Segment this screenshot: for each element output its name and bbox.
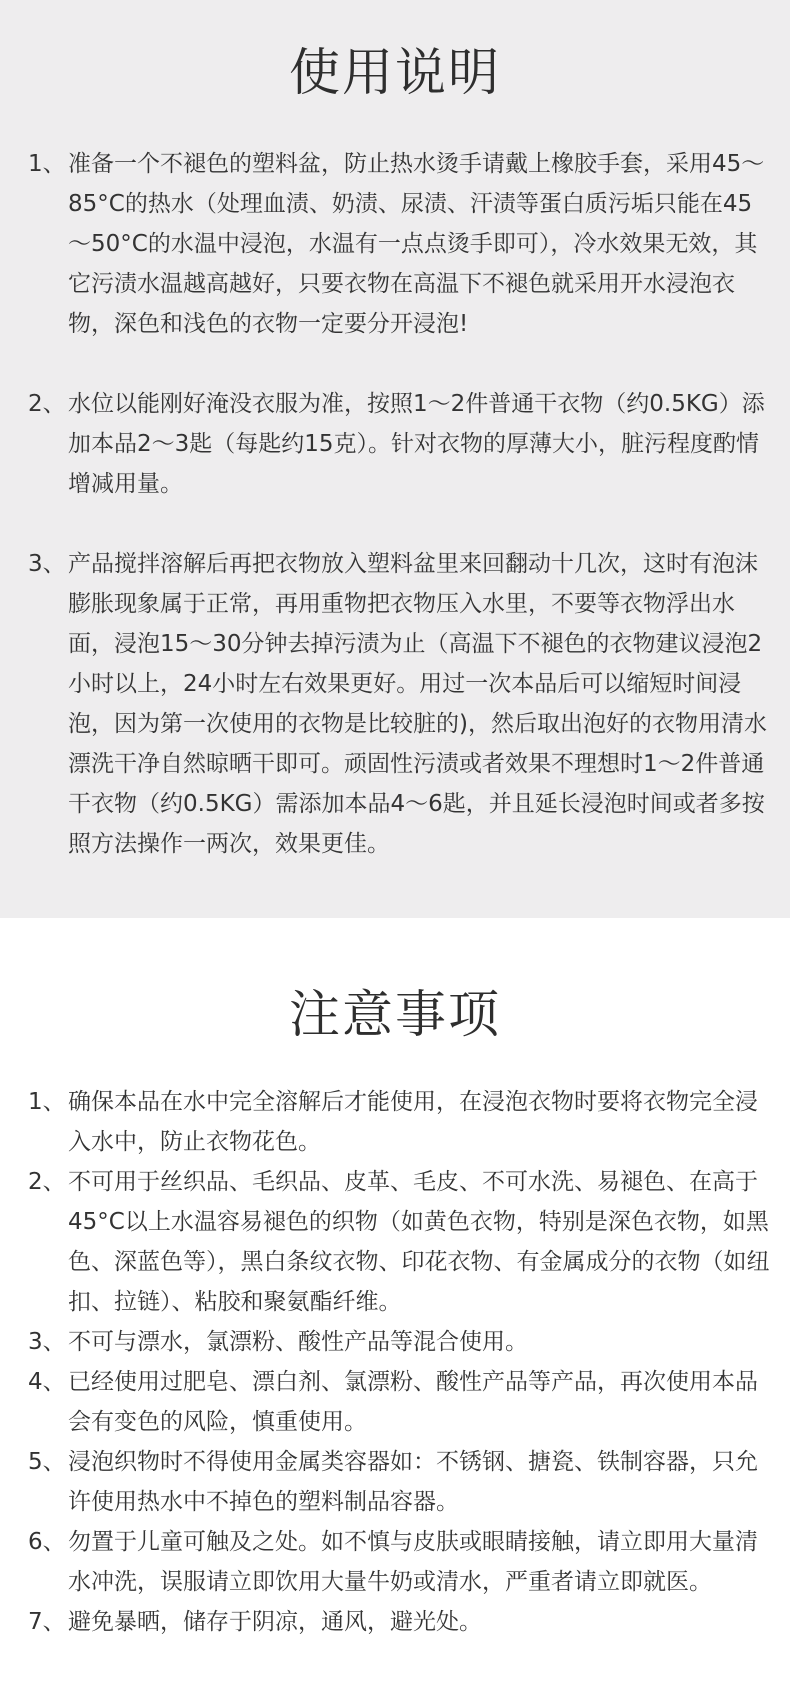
- precaution-item-number: 4、: [28, 1369, 66, 1395]
- precaution-item-5: [0, 1442, 790, 1522]
- precaution-item-1: [0, 1082, 790, 1162]
- usage-item-3: [0, 544, 790, 864]
- precaution-item-4: [0, 1362, 790, 1442]
- precaution-item-number: 2、: [28, 1169, 66, 1195]
- precaution-item-text: 已经使用过肥皂、漂白剂、氯漂粉、酸性产品等产品，再次使用本品会有变色的风险，慎重使用。: [68, 1369, 758, 1435]
- usage-item-1: [0, 144, 790, 344]
- precaution-item-text: 不可与漂水，氯漂粉、酸性产品等混合使用。: [68, 1329, 528, 1355]
- precaution-item-text: 确保本品在水中完全溶解后才能使用，在浸泡衣物时要将衣物完全浸入水中，防止衣物花色。: [68, 1089, 758, 1155]
- precaution-item-number: 5、: [28, 1449, 66, 1475]
- usage-title: 使用说明: [288, 44, 501, 103]
- precaution-item-3: [0, 1322, 790, 1362]
- precaution-item-number: 6、: [28, 1529, 66, 1555]
- precaution-item-number: 7、: [28, 1609, 66, 1635]
- precaution-item-text: 不可用于丝织品、毛织品、皮革、毛皮、不可水洗、易褪色、在高于45°C以上水温容易褪色的织物（如黄色衣物，特别是深色衣物，如黑色、深蓝色等），黑白条纹衣物、印花衣物、有金属成分的衣物（如纽扣、拉链）、粘胶和聚氨酯纤维。: [68, 1169, 770, 1315]
- precaution-item-2: [0, 1162, 790, 1322]
- precaution-item-text: 浸泡织物时不得使用金属类容器如：不锈钢、搪瓷、铁制容器，只允许使用热水中不掉色的塑料制品容器。: [68, 1449, 758, 1515]
- usage-item-number: 3、: [28, 551, 66, 577]
- precautions-section: [0, 918, 790, 1695]
- usage-item-text: 准备一个不褪色的塑料盆，防止热水烫手请戴上橡胶手套，采用45～85°C的热水（处理血渍、奶渍、尿渍、汗渍等蛋白质污垢只能在45～50°C的水温中浸泡，水温有一点点烫手即可），冷水效果无效，其它污渍水温越高越好，只要衣物在高温下不褪色就采用开水浸泡衣物，深色和浅色的衣物一定要分开浸泡!: [68, 151, 765, 337]
- precautions-list: [0, 1082, 790, 1642]
- precaution-item-number: 3、: [28, 1329, 66, 1355]
- precaution-item-number: 1、: [28, 1089, 66, 1115]
- precaution-item-7: [0, 1602, 790, 1642]
- usage-item-text: 产品搅拌溶解后再把衣物放入塑料盆里来回翻动十几次，这时有泡沫膨胀现象属于正常，再用重物把衣物压入水里，不要等衣物浮出水面，浸泡15～30分钟去掉污渍为止（高温下不褪色的衣物建议浸泡2小时以上，24小时左右效果更好。用过一次本品后可以缩短时间浸泡，因为第一次使用的衣物是比较脏的)，然后取出泡好的衣物用清水漂洗干净自然晾晒干即可。顽固性污渍或者效果不理想时1～2件普通干衣物（约0.5KG）需添加本品4～6匙，并且延长浸泡时间或者多按照方法操作一两次，效果更佳。: [68, 551, 767, 857]
- precaution-item-text: 勿置于儿童可触及之处。如不慎与皮肤或眼睛接触，请立即用大量清水冲洗，误服请立即饮用大量牛奶或清水，严重者请立即就医。: [68, 1529, 758, 1595]
- precaution-item-text: 避免暴晒，储存于阴凉，通风，避光处。: [68, 1609, 482, 1635]
- precautions-title: 注意事项: [288, 986, 501, 1045]
- usage-item-2: [0, 384, 790, 504]
- usage-item-number: 2、: [28, 391, 66, 417]
- precaution-item-6: [0, 1522, 790, 1602]
- usage-item-text: 水位以能刚好淹没衣服为准，按照1～2件普通干衣物（约0.5KG）添加本品2～3匙（每匙约15克）。针对衣物的厚薄大小，脏污程度酌情增减用量。: [68, 391, 765, 497]
- usage-list: [0, 144, 790, 864]
- usage-item-number: 1、: [28, 151, 66, 177]
